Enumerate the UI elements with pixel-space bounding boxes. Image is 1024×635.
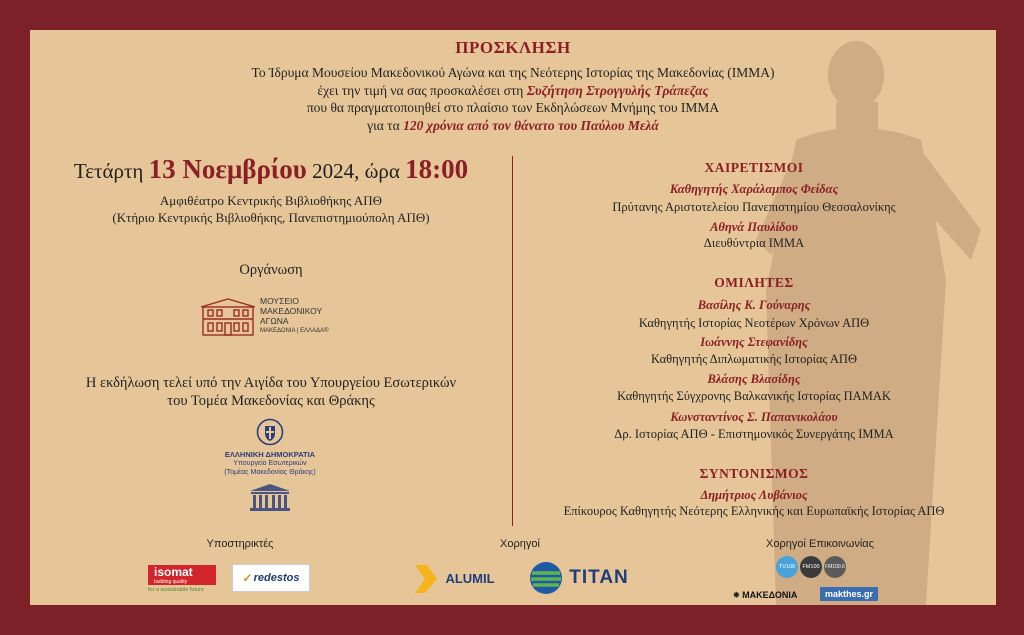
event-datetime <box>30 154 512 185</box>
speaker-name-3: Βλάσης Βλασίδης <box>707 372 801 386</box>
titan-wordmark: TITAN <box>569 567 629 588</box>
alumil-wordmark: ALUMIL <box>445 570 495 586</box>
fm100-logo: FM100 <box>800 556 822 578</box>
intro-line-2 <box>30 82 996 100</box>
hellenic-republic-logo <box>210 418 330 523</box>
museum-logo-line-4: ΜΑΚΕΔΟΝΙΑ | ΕΛΛΑΔΑ® <box>260 328 329 334</box>
aegis-line-2: του Τομέα Μακεδονίας και Θράκης <box>167 393 375 409</box>
intro-line-4-text: για τα <box>367 117 404 133</box>
intro-line-2-text: έχει την τιμή να σας προσκαλέσει στη <box>317 82 527 98</box>
intro-text <box>30 64 996 134</box>
fm1006-logo: FM100.6 <box>824 556 846 578</box>
museum-logo-line-2: ΜΑΚΕΔΟΝΙΚΟΥ <box>260 306 323 316</box>
aegis-text <box>30 374 512 410</box>
speakers-heading: ΟΜΙΛΗΤΕΣ <box>714 275 794 290</box>
media-sponsors-label: Χορηγοί Επικοινωνίας <box>766 538 874 550</box>
venue-line-2: (Κτήριο Κεντρικής Βιβλιοθήκης, Πανεπιστημιούπολη ΑΠΘ) <box>112 210 430 225</box>
speaker-role-2: Καθηγητής Διπλωματικής Ιστορίας ΑΠΘ <box>651 352 857 366</box>
invitation-card <box>30 30 996 605</box>
greek-emblem-icon <box>256 418 284 446</box>
speaker-name-2: Ιωάννης Στεφανίδης <box>700 335 808 349</box>
speaker-role-4: Δρ. Ιστορίας ΑΠΘ - Επιστημονικός Συνεργάτης ΙΜΜΑ <box>614 427 894 441</box>
speaker-name-1: Βασίλης Κ. Γούναρης <box>697 298 811 312</box>
event-day: Τετάρτη <box>73 159 149 183</box>
makthes-logo <box>820 587 878 601</box>
isomat-sub: building quality <box>148 579 216 585</box>
organization-label: Οργάνωση <box>239 262 303 278</box>
intro-line-1: Το Ίδρυμα Μουσείου Μακεδονικού Αγώνα και της Νεότερης Ιστορίας της Μακεδονίας (ΙΜΜΑ) <box>251 65 775 80</box>
event-date: 13 Νοεμβρίου <box>148 154 307 184</box>
museum-logo <box>200 294 340 340</box>
isomat-wordmark: isomat <box>148 565 216 579</box>
event-year: 2024, ώρα <box>306 159 406 183</box>
speaker-name-4: Κωνσταντίνος Σ. Παπανικολάου <box>670 410 838 424</box>
alumil-logo <box>410 560 500 596</box>
museum-logo-line-1: ΜΟΥΣΕΙΟ <box>260 296 299 306</box>
greetings-heading: ΧΑΙΡΕΤΙΣΜΟΙ <box>704 160 804 175</box>
isomat-tagline: for a sustainable future <box>148 587 204 593</box>
rep-sub-2: (Τομέας Μακεδονίας Θράκης) <box>224 469 316 476</box>
venue-line-1: Αμφιθέατρο Κεντρικής Βιβλιοθήκης ΑΠΘ <box>159 193 383 208</box>
intro-line-3: που θα πραγματοποιηθεί στο πλαίσιο των Εκδηλώσεων Μνήμης του ΙΜΜΑ <box>306 100 720 115</box>
rep-sub-1: Υπουργείο Εσωτερικών <box>233 460 307 467</box>
titan-globe-icon <box>529 561 563 595</box>
supporters-label: Υποστηρικτές <box>206 538 274 550</box>
aegis-line-1: Η εκδήλωση τελεί υπό την Αιγίδα του Υπουργείου Εσωτερικών <box>85 375 457 391</box>
makthes-wordmark: makthes.gr <box>824 589 874 599</box>
makedonia-wordmark: ΜΑΚΕΔΟΝΙΑ <box>742 590 798 600</box>
coordinator-role: Επίκουρος Καθηγητής Νεότερης Ελληνικής και Ευρωπαϊκής Ιστορίας ΑΠΘ <box>563 504 945 518</box>
event-venue <box>30 192 512 226</box>
greeting-role-1: Πρύτανης Αριστοτελείου Πανεπιστημίου Θεσσαλονίκης <box>612 200 896 214</box>
titan-logo <box>514 560 644 596</box>
invitation-title: ΠΡΟΣΚΛΗΣΗ <box>455 38 571 57</box>
event-time: 18:00 <box>405 154 469 184</box>
intro-line-4 <box>30 117 996 135</box>
alumil-icon <box>415 563 443 593</box>
redestos-wordmark: redestos <box>253 572 300 584</box>
coordinator-name: Δημήτριος Λυβάνιος <box>700 488 808 502</box>
greeting-name-1: Καθηγητής Χαράλαμπος Φείδας <box>669 182 839 196</box>
anniversary-highlight: 120 χρόνια από τον θάνατο του Παύλου Μελά <box>403 117 659 133</box>
makedonia-logo <box>720 588 810 602</box>
redestos-logo <box>232 564 310 592</box>
redestos-icon: ✓ <box>242 571 253 585</box>
speaker-role-3: Καθηγητής Σύγχρονης Βαλκανικής Ιστορίας ΠΑΜΑΚ <box>617 389 891 403</box>
ministry-building-icon <box>248 483 292 511</box>
isomat-logo <box>148 562 216 596</box>
museum-building-icon <box>200 297 256 337</box>
sponsors-label: Χορηγοί <box>500 538 540 550</box>
coordination-heading: ΣΥΝΤΟΝΙΣΜΟΣ <box>699 466 809 481</box>
greeting-role-2: Διευθύντρια ΙΜΜΑ <box>703 236 805 250</box>
greeting-name-2: Αθηνά Παυλίδου <box>710 220 798 234</box>
speaker-role-1: Καθηγητής Ιστορίας Νεοτέρων Χρόνων ΑΠΘ <box>638 316 870 330</box>
tv100-logo: TV100 <box>776 556 798 578</box>
museum-logo-line-3: ΑΓΩΝΑ <box>260 316 289 326</box>
makedonia-star-icon: ✸ <box>732 589 741 600</box>
rep-title: ΕΛΛΗΝΙΚΗ ΔΗΜΟΚΡΑΤΙΑ <box>224 450 316 459</box>
round-table-highlight: Συζήτηση Στρογγυλής Τράπεζας <box>526 82 709 98</box>
